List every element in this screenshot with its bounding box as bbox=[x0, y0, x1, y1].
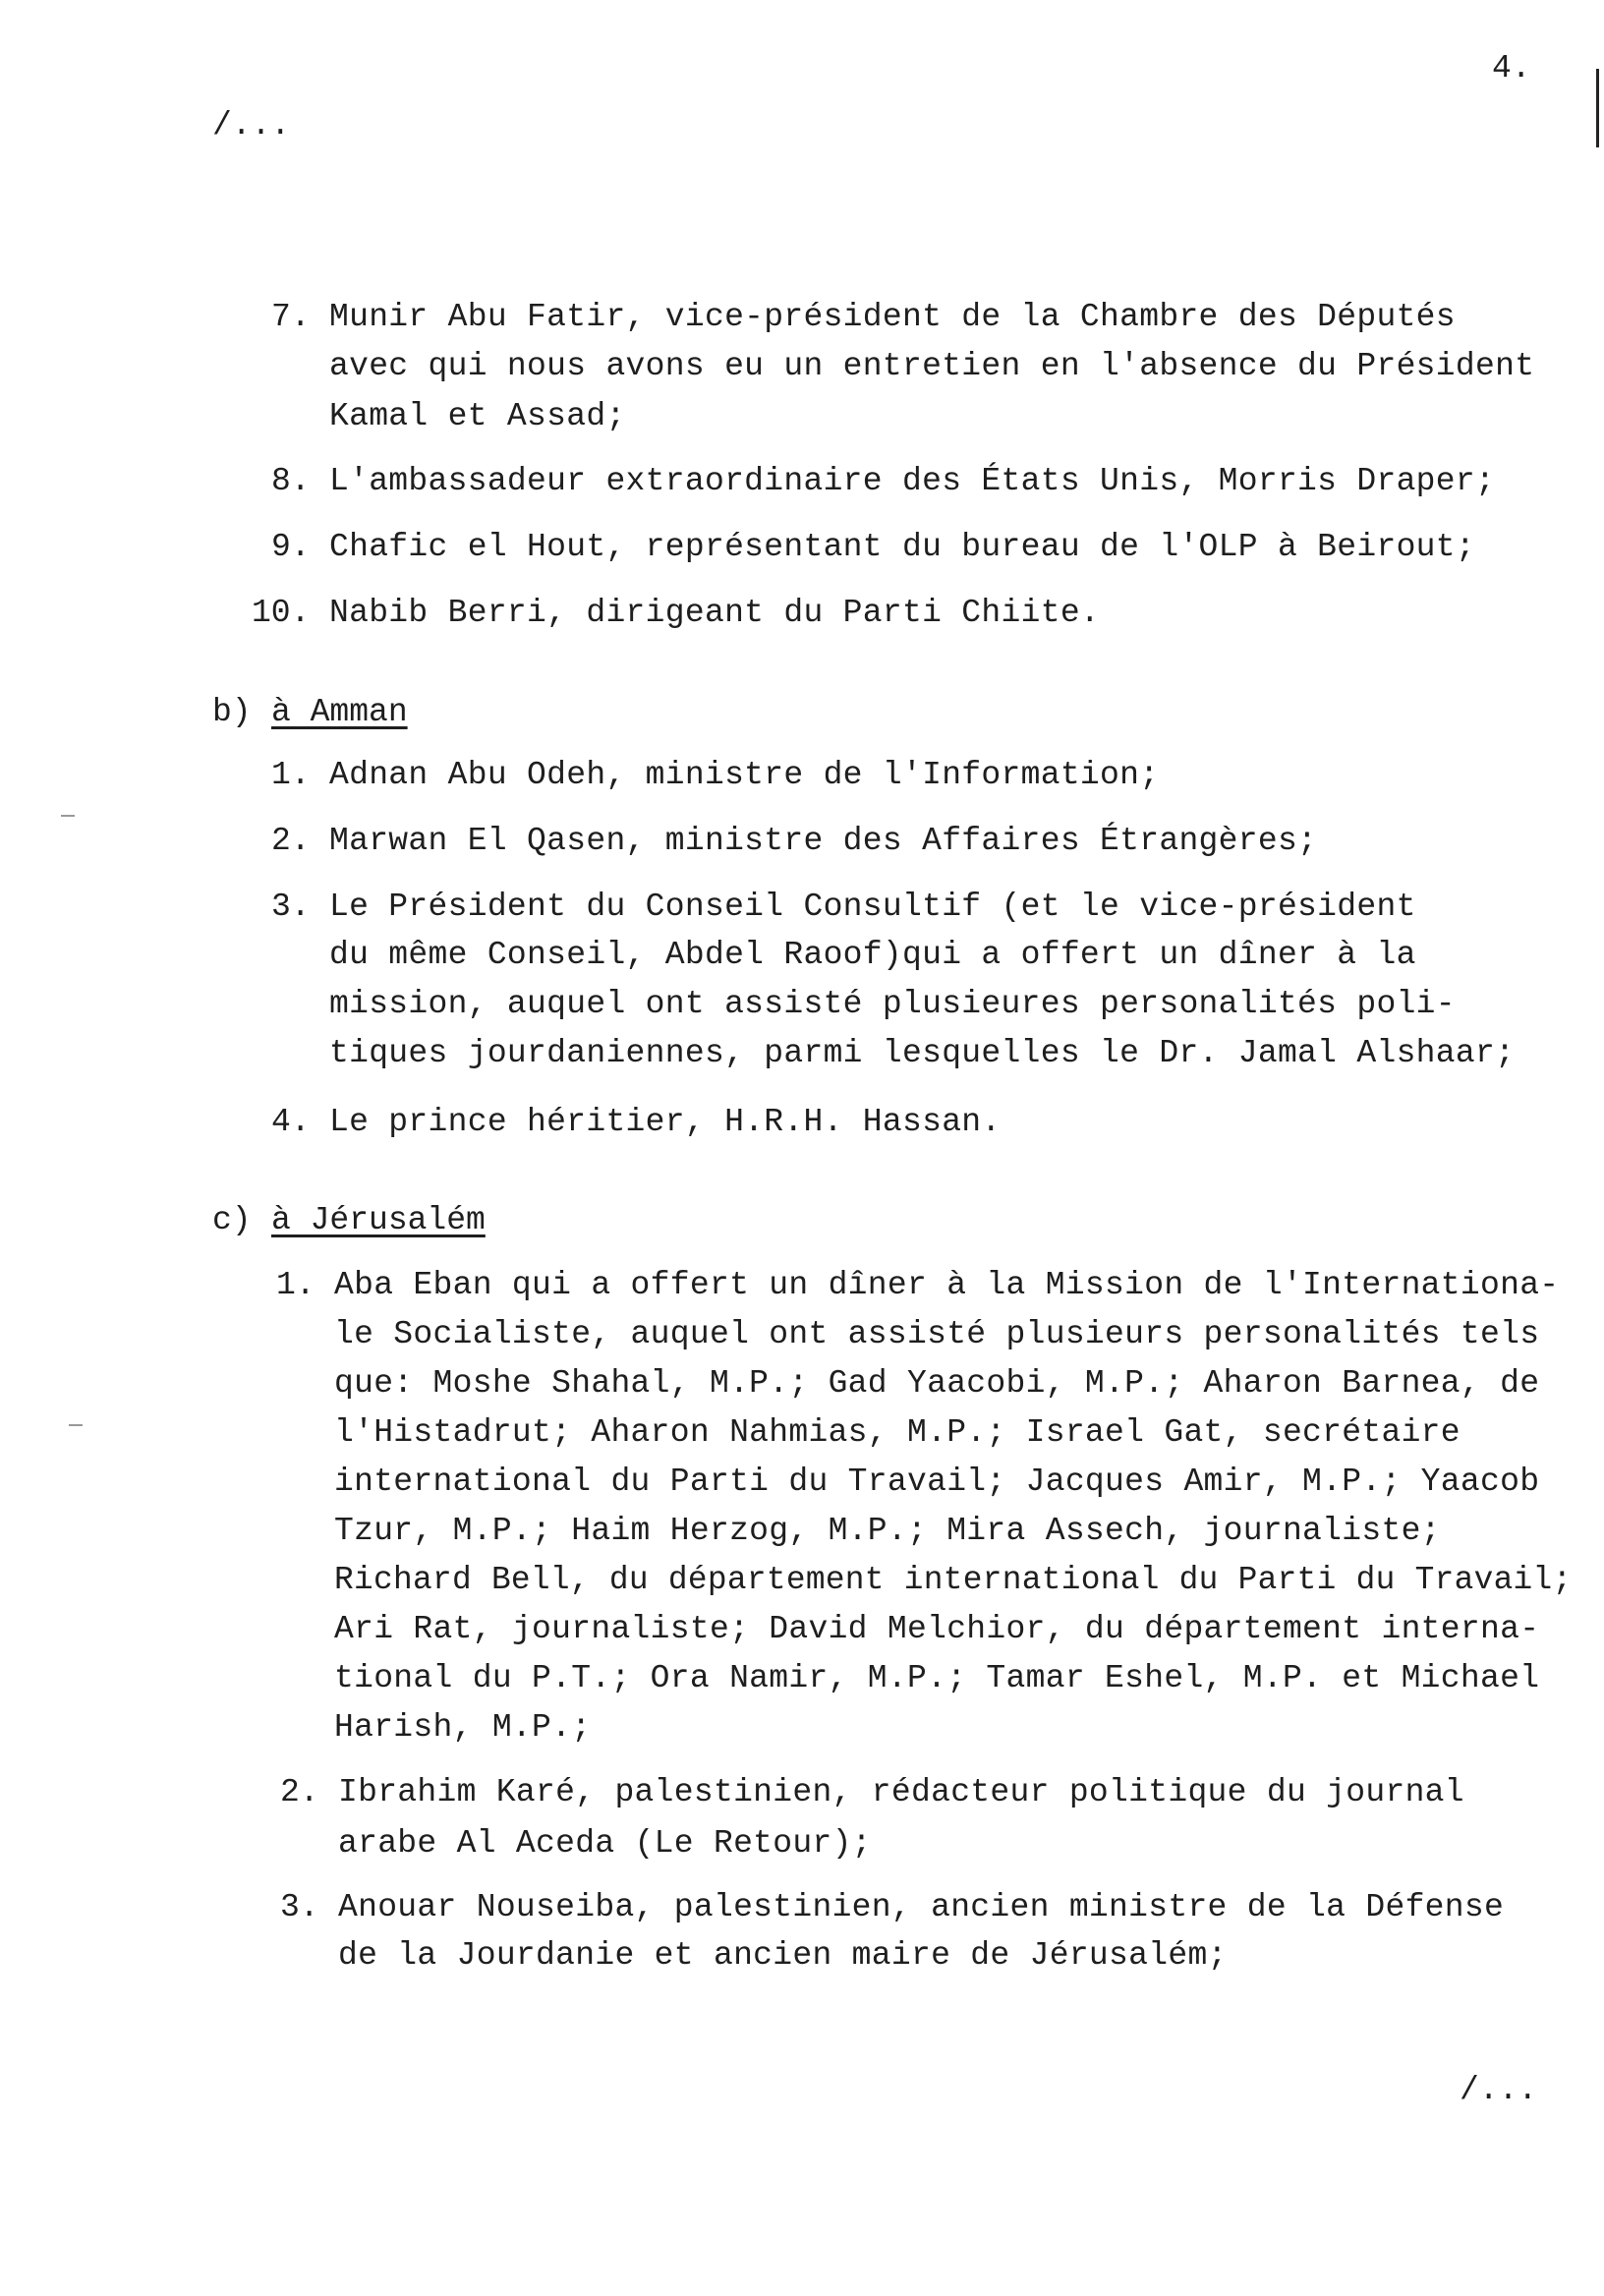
list-item-line: L'ambassadeur extraordinaire des États Unis, Morris Draper; bbox=[329, 463, 1496, 499]
list-item-line: le Socialiste, auquel ont assisté plusieurs personalités tels bbox=[334, 1316, 1540, 1352]
continuation-marker-bottom: /... bbox=[1460, 2072, 1538, 2108]
list-item-line: arabe Al Aceda (Le Retour); bbox=[338, 1825, 872, 1862]
list-item-line: Tzur, M.P.; Haim Herzog, M.P.; Mira Assech, journaliste; bbox=[334, 1513, 1441, 1549]
list-item-line: l'Histadrut; Aharon Nahmias, M.P.; Israel Gat, secrétaire bbox=[334, 1414, 1461, 1451]
list-item-line: Harish, M.P.; bbox=[334, 1709, 592, 1746]
list-item-line: international du Parti du Travail; Jacques Amir, M.P.; Yaacob bbox=[334, 1464, 1540, 1500]
list-item-line: Anouar Nouseiba, palestinien, ancien ministre de la Défense bbox=[338, 1889, 1505, 1925]
list-item-line: Richard Bell, du département international du Parti du Travail; bbox=[334, 1562, 1573, 1598]
list-item-line: Ibrahim Karé, palestinien, rédacteur politique du journal bbox=[338, 1774, 1464, 1810]
list-item-number: 2. bbox=[280, 1774, 319, 1810]
list-item-number: 1. bbox=[276, 1267, 315, 1303]
list-item-line: avec qui nous avons eu un entretien en l'absence du Président bbox=[329, 348, 1535, 384]
list-item-number: 8. bbox=[271, 463, 311, 499]
list-item-line: Adnan Abu Odeh, ministre de l'Information; bbox=[329, 757, 1160, 793]
list-item-number: 9. bbox=[271, 529, 311, 565]
scan-speck bbox=[69, 1424, 83, 1426]
section-title: à Amman bbox=[271, 694, 408, 730]
section-title: à Jérusalém bbox=[271, 1202, 486, 1238]
scan-edge-mark bbox=[1596, 69, 1599, 147]
page-number: 4. bbox=[1492, 50, 1531, 86]
section-label: b) bbox=[212, 694, 252, 730]
list-item-number: 4. bbox=[271, 1104, 311, 1140]
list-item-number: 3. bbox=[280, 1889, 319, 1925]
list-item-number: 3. bbox=[271, 889, 311, 925]
list-item-line: tiques jourdaniennes, parmi lesquelles le Dr. Jamal Alshaar; bbox=[329, 1035, 1516, 1071]
list-item-line: Nabib Berri, dirigeant du Parti Chiite. bbox=[329, 595, 1101, 631]
list-item-line: Kamal et Assad; bbox=[329, 398, 626, 434]
list-item-line: mission, auquel ont assisté plusieures personalités poli- bbox=[329, 986, 1456, 1022]
list-item-line: Le Président du Conseil Consultif (et le vice-président bbox=[329, 889, 1416, 925]
section-label: c) bbox=[212, 1202, 252, 1238]
list-item-number: 1. bbox=[271, 757, 311, 793]
list-item-line: Marwan El Qasen, ministre des Affaires Étrangères; bbox=[329, 823, 1318, 859]
list-item-line: du même Conseil, Abdel Raoof)qui a offert un dîner à la bbox=[329, 937, 1416, 973]
list-item-line: que: Moshe Shahal, M.P.; Gad Yaacobi, M.P.; Aharon Barnea, de bbox=[334, 1365, 1540, 1402]
list-item-line: tional du P.T.; Ora Namir, M.P.; Tamar Eshel, M.P. et Michael bbox=[334, 1660, 1540, 1696]
list-item-line: Munir Abu Fatir, vice-président de la Chambre des Députés bbox=[329, 299, 1456, 335]
list-item-line: Chafic el Hout, représentant du bureau de l'OLP à Beirout; bbox=[329, 529, 1475, 565]
list-item-number: 2. bbox=[271, 823, 311, 859]
list-item-line: de la Jourdanie et ancien maire de Jérusalém; bbox=[338, 1937, 1228, 1974]
scan-speck bbox=[61, 815, 75, 817]
continuation-marker-top: /... bbox=[212, 107, 291, 144]
list-item-line: Le prince héritier, H.R.H. Hassan. bbox=[329, 1104, 1002, 1140]
list-item-number: 7. bbox=[271, 299, 311, 335]
list-item-line: Ari Rat, journaliste; David Melchior, du département interna- bbox=[334, 1611, 1540, 1647]
list-item-line: Aba Eban qui a offert un dîner à la Mission de l'Internationa- bbox=[334, 1267, 1560, 1303]
list-item-number: 10. bbox=[252, 595, 311, 631]
